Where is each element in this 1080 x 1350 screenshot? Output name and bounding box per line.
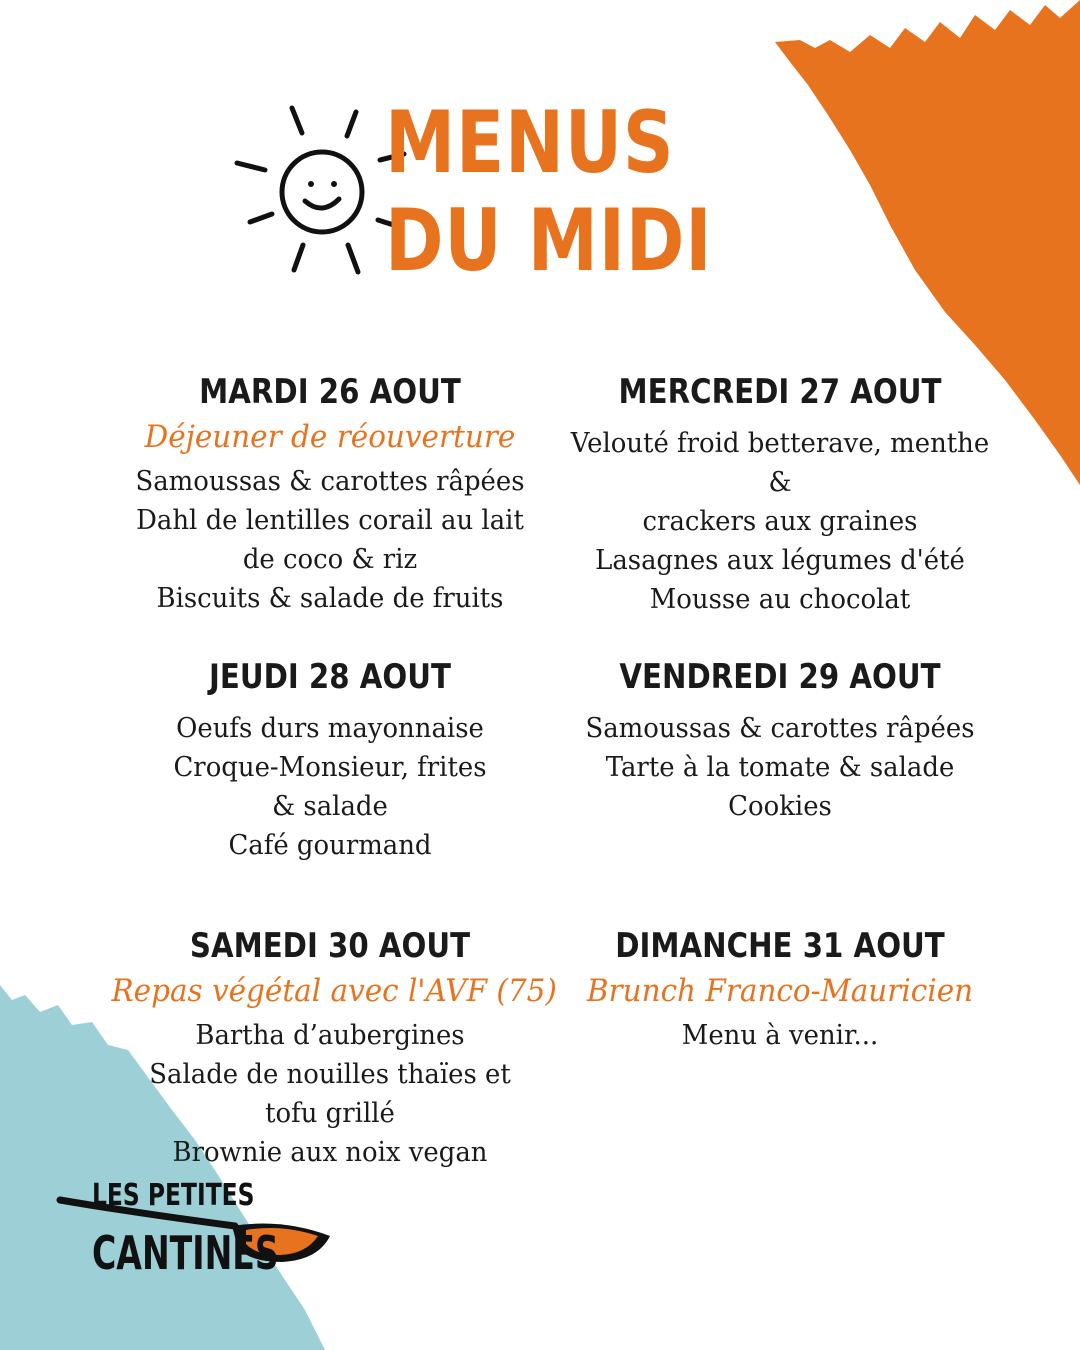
menu-item: Café gourmand (228, 830, 432, 861)
pan-icon (0, 0, 340, 1350)
day-block-dimanche (550, 926, 1010, 1055)
menu-item: Samoussas & carottes râpées (585, 713, 975, 744)
menu-item: Lasagnes aux légumes d'été (595, 545, 965, 576)
menu-item: Menu à venir... (681, 1020, 879, 1051)
day-title: JEUDI 28 AOUT (209, 657, 451, 697)
menu-item: Velouté froid betterave, menthe & crackers aux graines (570, 428, 990, 537)
day-title: MARDI 26 AOUT (199, 372, 461, 412)
menu-item: Croque-Monsieur, frites & salade (173, 752, 487, 822)
day-block-vendredi (550, 657, 1010, 826)
day-title: MERCREDI 27 AOUT (618, 372, 942, 412)
menu-item: Mousse au chocolat (649, 584, 911, 615)
logo-line2: CANTINES (92, 1226, 279, 1280)
menu-item: Salade de nouilles thaïes et tofu grillé (149, 1059, 511, 1129)
day-title: VENDREDI 29 AOUT (619, 657, 941, 697)
menu-item: Dahl de lentilles corail au lait de coco & riz (136, 505, 524, 575)
day-subtitle: Brunch Franco-Mauricien (586, 973, 974, 1009)
day-title: DIMANCHE 31 AOUT (615, 926, 945, 966)
day-subtitle: Repas végétal avec l'AVF (75) (111, 973, 557, 1009)
menu-item: Cookies (728, 791, 832, 822)
menu-item: Bartha d’aubergines (195, 1020, 465, 1051)
day-title: SAMEDI 30 AOUT (189, 926, 471, 966)
day-subtitle: Déjeuner de réouverture (144, 419, 516, 455)
menu-item: Tarte à la tomate & salade (605, 752, 955, 783)
menu-item: Oeufs durs mayonnaise (176, 713, 484, 744)
page-title-line1: MENUS (385, 93, 675, 193)
menu-item: Biscuits & salade de fruits (156, 583, 504, 614)
menu-item: Samoussas & carottes râpées (135, 466, 525, 497)
day-block-mercredi (550, 372, 1010, 619)
page-title-line2: DU MIDI (385, 191, 713, 291)
logo-line1: LES PETITES (92, 1178, 255, 1213)
menu-item: Brownie aux noix vegan (172, 1137, 488, 1168)
